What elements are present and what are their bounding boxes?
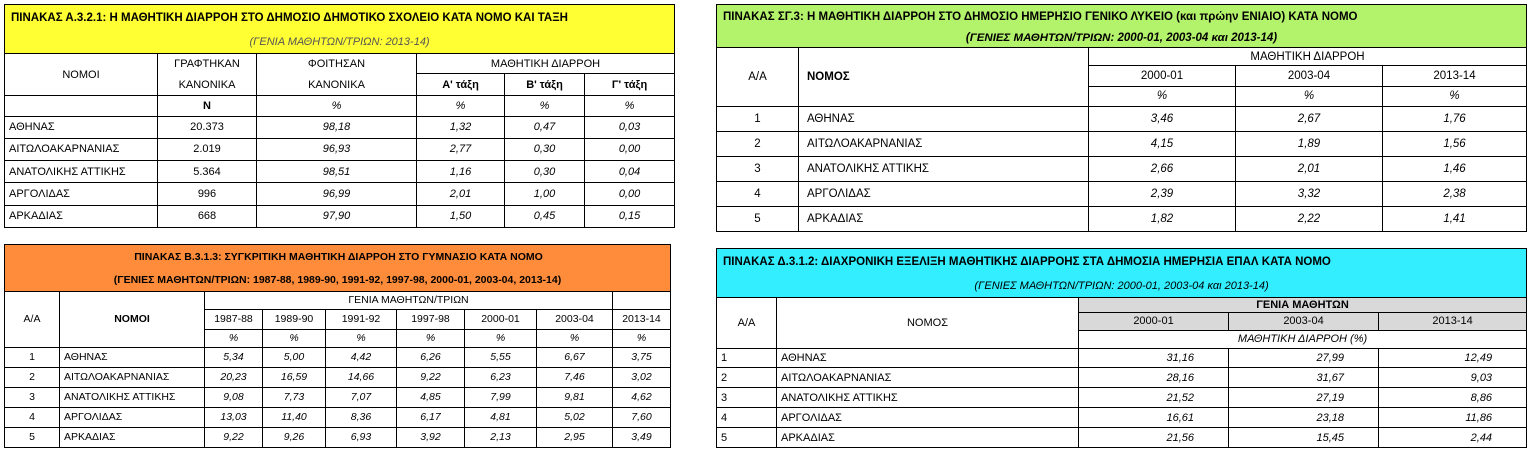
- value-cell: 4,81: [465, 407, 537, 427]
- unit-cell: %: [326, 329, 397, 347]
- table-subtitle: (ΓΕΝΙΑ ΜΑΘΗΤΩΝ/ΤΡΙΩΝ: 2013-14): [5, 31, 675, 53]
- value-cell: 0,30: [505, 138, 585, 160]
- units-row: [5, 96, 675, 116]
- region-cell: ΑΡΓΟΛΙΔΑΣ: [5, 183, 158, 205]
- header-year: 1991-92: [326, 309, 397, 329]
- value-cell: 0,00: [585, 183, 675, 205]
- value-cell: 7,60: [613, 407, 671, 427]
- unit-cell: %: [1089, 86, 1236, 106]
- index-cell: 5: [717, 207, 799, 232]
- value-cell: 3,02: [613, 367, 671, 387]
- table-gymnasium-dropout: [4, 244, 670, 448]
- value-cell: 97,90: [257, 205, 417, 227]
- unit-cell: %: [263, 329, 326, 347]
- header-dropout-group: ΜΑΘΗΤΙΚΗ ΔΙΑΡΡΟΗ: [417, 54, 675, 74]
- header-generation-group: ΓΕΝΙΑ ΜΑΘΗΤΩΝ: [1079, 297, 1527, 312]
- value-cell: 4,15: [1089, 132, 1236, 157]
- header-nomos: ΝΟΜΟΣ: [777, 297, 1079, 348]
- region-cell: ΑΝΑΤΟΛΙΚΗΣ ΑΤΤΙΚΗΣ: [5, 161, 158, 183]
- header-nomoi: ΝΟΜΟΙ: [60, 291, 205, 347]
- value-cell: 1,46: [1383, 157, 1527, 182]
- index-cell: 2: [717, 368, 777, 388]
- unit-cell: %: [465, 329, 537, 347]
- value-cell: 1,16: [417, 161, 505, 183]
- region-cell: ΑΡΚΑΔΙΑΣ: [60, 427, 205, 447]
- region-cell: ΑΙΤΩΛΟΑΚΑΡΝΑΝΙΑΣ: [60, 367, 205, 387]
- index-cell: 3: [717, 157, 799, 182]
- header-aa: Α/Α: [717, 48, 799, 107]
- header-year: 2000-01: [465, 309, 537, 329]
- table-subtitle: (ΓΕΝΙΕΣ ΜΑΘΗΤΩΝ/ΤΡΙΩΝ: 1987-88, 1989-90, 1991-92, 1997-98, 2000-01, 2003-04, 2013-14): [5, 269, 671, 291]
- value-cell: 2,01: [417, 183, 505, 205]
- table-row: [5, 205, 675, 227]
- region-cell: ΑΡΓΟΛΙΔΑΣ: [799, 182, 1089, 207]
- region-cell: ΑΝΑΤΟΛΙΚΗΣ ΑΤΤΙΚΗΣ: [777, 388, 1079, 408]
- value-cell: 3,32: [1236, 182, 1383, 207]
- value-cell: 16,61: [1079, 408, 1229, 428]
- header-year: 2013-14: [1379, 313, 1527, 331]
- header-aa: Α/Α: [5, 291, 60, 347]
- value-cell: 6,26: [397, 347, 465, 367]
- region-cell: ΑΙΤΩΛΟΑΚΑΡΝΑΝΙΑΣ: [799, 132, 1089, 157]
- value-cell: 1,00: [505, 183, 585, 205]
- value-cell: 2,66: [1089, 157, 1236, 182]
- table-row: [717, 157, 1527, 182]
- table-row: [717, 132, 1527, 157]
- value-cell: 16,59: [263, 367, 326, 387]
- table-row: [5, 407, 671, 427]
- unit-cell: %: [397, 329, 465, 347]
- table-row: [5, 387, 671, 407]
- region-cell: ΑΙΤΩΛΟΑΚΑΡΝΑΝΙΑΣ: [777, 368, 1079, 388]
- table-title: ΠΙΝΑΚΑΣ Β.3.1.3: ΣΥΓΚΡΙΤΙΚΗ ΜΑΘΗΤΙΚΗ ΔΙΑΡΡΟΗ ΣΤΟ ΓΥΜΝΑΣΙΟ ΚΑΤΑ ΝΟΜΟ: [5, 245, 671, 270]
- header-dropout-group: ΜΑΘΗΤΙΚΗ ΔΙΑΡΡΟΗ: [1089, 48, 1527, 66]
- region-cell: ΑΘΗΝΑΣ: [60, 347, 205, 367]
- table-row: [5, 367, 671, 387]
- value-cell: 3,92: [397, 427, 465, 447]
- table-epal-dropout: [716, 248, 1526, 448]
- region-cell: ΑΙΤΩΛΟΑΚΑΡΝΑΝΙΑΣ: [5, 138, 158, 160]
- unit-cell: %: [585, 96, 675, 116]
- value-cell: 1,32: [417, 116, 505, 138]
- value-cell: 9,03: [1379, 368, 1527, 388]
- value-cell: 27,99: [1229, 348, 1379, 368]
- table-row: [5, 116, 675, 138]
- table-row: [717, 348, 1527, 368]
- value-cell: 7,99: [465, 387, 537, 407]
- header-attended-line2: ΚΑΝΟΝΙΚΑ: [257, 74, 417, 96]
- index-cell: 4: [5, 407, 60, 427]
- header-year: 2013-14: [1383, 66, 1527, 86]
- header-year: 2003-04: [1229, 313, 1379, 331]
- value-cell: 7,46: [537, 367, 613, 387]
- value-cell: 12,49: [1379, 348, 1527, 368]
- index-cell: 1: [717, 348, 777, 368]
- header-grade-a: Α' τάξη: [417, 74, 505, 96]
- table-row: [717, 388, 1527, 408]
- value-cell: 9,81: [537, 387, 613, 407]
- index-cell: 3: [5, 387, 60, 407]
- header-year: 1987-88: [205, 309, 263, 329]
- region-cell: ΑΝΑΤΟΛΙΚΗΣ ΑΤΤΙΚΗΣ: [60, 387, 205, 407]
- value-cell: 9,22: [397, 367, 465, 387]
- value-cell: 3,49: [613, 427, 671, 447]
- value-cell: 3,46: [1089, 107, 1236, 132]
- index-cell: 1: [5, 347, 60, 367]
- table-row: [5, 427, 671, 447]
- value-cell: 6,67: [537, 347, 613, 367]
- value-cell: 4,85: [397, 387, 465, 407]
- value-cell: 3,75: [613, 347, 671, 367]
- count-cell: 996: [158, 183, 257, 205]
- header-year: 2003-04: [537, 309, 613, 329]
- value-cell: 1,56: [1383, 132, 1527, 157]
- value-cell: 96,99: [257, 183, 417, 205]
- table-row: [717, 428, 1527, 448]
- table-row: [5, 183, 675, 205]
- header-aa: Α/Α: [717, 297, 777, 348]
- value-cell: 1,41: [1383, 207, 1527, 232]
- value-cell: 2,44: [1379, 428, 1527, 448]
- value-cell: 21,52: [1079, 388, 1229, 408]
- index-cell: 4: [717, 182, 799, 207]
- value-cell: 6,23: [465, 367, 537, 387]
- header-year: 2000-01: [1089, 66, 1236, 86]
- table-row: [717, 207, 1527, 232]
- table-title: ΠΙΝΑΚΑΣ Δ.3.1.2: ΔΙΑΧΡΟΝΙΚΗ ΕΞΕΛΙΞΗ ΜΑΘΗΤΙΚΗΣ ΔΙΑΡΡΟΗΣ ΣΤΑ ΔΗΜΟΣΙΑ ΗΜΕΡΗΣΙΑ ΕΠΑΛ ΚΑΤΑ ΝΟΜΟ: [717, 249, 1527, 276]
- index-cell: 3: [717, 388, 777, 408]
- value-cell: 1,82: [1089, 207, 1236, 232]
- value-cell: 21,56: [1079, 428, 1229, 448]
- table-row: [5, 161, 675, 183]
- value-cell: 2,77: [417, 138, 505, 160]
- value-cell: 6,93: [326, 427, 397, 447]
- value-cell: 4,42: [326, 347, 397, 367]
- value-cell: 0,45: [505, 205, 585, 227]
- value-cell: 0,00: [585, 138, 675, 160]
- table-subtitle: (ΓΕΝΙΕΣ ΜΑΘΗΤΩΝ/ΤΡΙΩΝ: 2000-01, 2003-04 και 2013-14): [717, 29, 1527, 47]
- region-cell: ΑΘΗΝΑΣ: [5, 116, 158, 138]
- header-grade-b: Β' τάξη: [505, 74, 585, 96]
- value-cell: 7,73: [263, 387, 326, 407]
- value-cell: 31,16: [1079, 348, 1229, 368]
- table-row: [717, 182, 1527, 207]
- count-cell: 668: [158, 205, 257, 227]
- region-cell: ΑΘΗΝΑΣ: [777, 348, 1079, 368]
- unit-cell: %: [1383, 86, 1527, 106]
- region-cell: ΑΡΚΑΔΙΑΣ: [799, 207, 1089, 232]
- value-cell: 98,51: [257, 161, 417, 183]
- value-cell: 1,50: [417, 205, 505, 227]
- unit-cell: Ν: [158, 96, 257, 116]
- value-cell: 28,16: [1079, 368, 1229, 388]
- value-cell: 1,89: [1236, 132, 1383, 157]
- value-cell: 8,36: [326, 407, 397, 427]
- header-measure: ΜΑΘΗΤΙΚΗ ΔΙΑΡΡΟΗ (%): [1079, 330, 1527, 348]
- value-cell: 2,13: [465, 427, 537, 447]
- unit-cell: %: [417, 96, 505, 116]
- table-title: ΠΙΝΑΚΑΣ ΣΓ.3: Η ΜΑΘΗΤΙΚΗ ΔΙΑΡΡΟΗ ΣΤΟ ΔΗΜΟΣΙΟ ΗΜΕΡΗΣΙΟ ΓΕΝΙΚΟ ΛΥΚΕΙΟ (και πρώην ΕΝΙΑΙΟ) ΚΑΤΑ ΝΟΜΟ: [717, 5, 1527, 30]
- region-cell: ΑΘΗΝΑΣ: [799, 107, 1089, 132]
- value-cell: 96,93: [257, 138, 417, 160]
- index-cell: 1: [717, 107, 799, 132]
- value-cell: 2,01: [1236, 157, 1383, 182]
- table-lyceum-dropout: [716, 4, 1526, 232]
- value-cell: 2,38: [1383, 182, 1527, 207]
- index-cell: 5: [717, 428, 777, 448]
- unit-cell: %: [613, 329, 671, 347]
- header-year: 1989-90: [263, 309, 326, 329]
- value-cell: 6,17: [397, 407, 465, 427]
- table-row: [717, 408, 1527, 428]
- header-grade-c: Γ' τάξη: [585, 74, 675, 96]
- unit-cell: %: [257, 96, 417, 116]
- value-cell: 5,02: [537, 407, 613, 427]
- value-cell: 7,07: [326, 387, 397, 407]
- header-year: 2013-14: [613, 309, 671, 329]
- value-cell: 4,62: [613, 387, 671, 407]
- value-cell: 2,67: [1236, 107, 1383, 132]
- value-cell: 13,03: [205, 407, 263, 427]
- count-cell: 20.373: [158, 116, 257, 138]
- region-cell: ΑΝΑΤΟΛΙΚΗΣ ΑΤΤΙΚΗΣ: [799, 157, 1089, 182]
- value-cell: 8,86: [1379, 388, 1527, 408]
- value-cell: 5,34: [205, 347, 263, 367]
- index-cell: 4: [717, 408, 777, 428]
- value-cell: 15,45: [1229, 428, 1379, 448]
- value-cell: 11,86: [1379, 408, 1527, 428]
- value-cell: 23,18: [1229, 408, 1379, 428]
- header-registered-line2: ΚΑΝΟΝΙΚΑ: [158, 74, 257, 96]
- table-subtitle: (ΓΕΝΙΕΣ ΜΑΘΗΤΩΝ/ΤΡΙΩΝ: 2000-01, 2003-04 και 2013-14): [717, 275, 1527, 297]
- header-registered-line1: ΓΡΑΦΤΗΚΑΝ: [158, 54, 257, 74]
- value-cell: 98,18: [257, 116, 417, 138]
- value-cell: 9,22: [205, 427, 263, 447]
- value-cell: 27,19: [1229, 388, 1379, 408]
- region-cell: ΑΡΓΟΛΙΔΑΣ: [60, 407, 205, 427]
- header-nomos: ΝΟΜΟΣ: [799, 48, 1089, 107]
- value-cell: 31,67: [1229, 368, 1379, 388]
- table-row: [5, 138, 675, 160]
- unit-cell: %: [1236, 86, 1383, 106]
- value-cell: 2,95: [537, 427, 613, 447]
- value-cell: 20,23: [205, 367, 263, 387]
- value-cell: 0,03: [585, 116, 675, 138]
- region-cell: ΑΡΚΑΔΙΑΣ: [777, 428, 1079, 448]
- header-year: 2003-04: [1236, 66, 1383, 86]
- table-row: [717, 107, 1527, 132]
- value-cell: 5,00: [263, 347, 326, 367]
- unit-cell: %: [537, 329, 613, 347]
- value-cell: 2,22: [1236, 207, 1383, 232]
- value-cell: 9,26: [263, 427, 326, 447]
- count-cell: 5.364: [158, 161, 257, 183]
- header-year: 1997-98: [397, 309, 465, 329]
- unit-cell: %: [505, 96, 585, 116]
- header-year: 2000-01: [1079, 313, 1229, 331]
- header-generation-group: ΓΕΝΙΑ ΜΑΘΗΤΩΝ/ΤΡΙΩΝ: [205, 291, 613, 309]
- count-cell: 2.019: [158, 138, 257, 160]
- index-cell: 2: [5, 367, 60, 387]
- region-cell: ΑΡΓΟΛΙΔΑΣ: [777, 408, 1079, 428]
- value-cell: 0,04: [585, 161, 675, 183]
- index-cell: 5: [5, 427, 60, 447]
- header-nomoi: ΝΟΜΟΙ: [5, 54, 158, 96]
- unit-cell: %: [205, 329, 263, 347]
- value-cell: 11,40: [263, 407, 326, 427]
- table-title: ΠΙΝΑΚΑΣ Α.3.2.1: Η ΜΑΘΗΤΙΚΗ ΔΙΑΡΡΟΗ ΣΤΟ ΔΗΜΟΣΙΟ ΔΗΜΟΤΙΚΟ ΣΧΟΛΕΙΟ ΚΑΤΑ ΝΟΜΟ ΚΑΙ ΤΑΞΗ: [5, 5, 675, 32]
- table-row: [717, 368, 1527, 388]
- header-attended-line1: ΦΟΙΤΗΣΑΝ: [257, 54, 417, 74]
- value-cell: 9,08: [205, 387, 263, 407]
- value-cell: 2,39: [1089, 182, 1236, 207]
- index-cell: 2: [717, 132, 799, 157]
- value-cell: 0,15: [585, 205, 675, 227]
- value-cell: 14,66: [326, 367, 397, 387]
- region-cell: ΑΡΚΑΔΙΑΣ: [5, 205, 158, 227]
- table-primary-dropout: [4, 4, 674, 228]
- table-row: [5, 347, 671, 367]
- value-cell: 0,30: [505, 161, 585, 183]
- value-cell: 1,76: [1383, 107, 1527, 132]
- value-cell: 0,47: [505, 116, 585, 138]
- value-cell: 5,55: [465, 347, 537, 367]
